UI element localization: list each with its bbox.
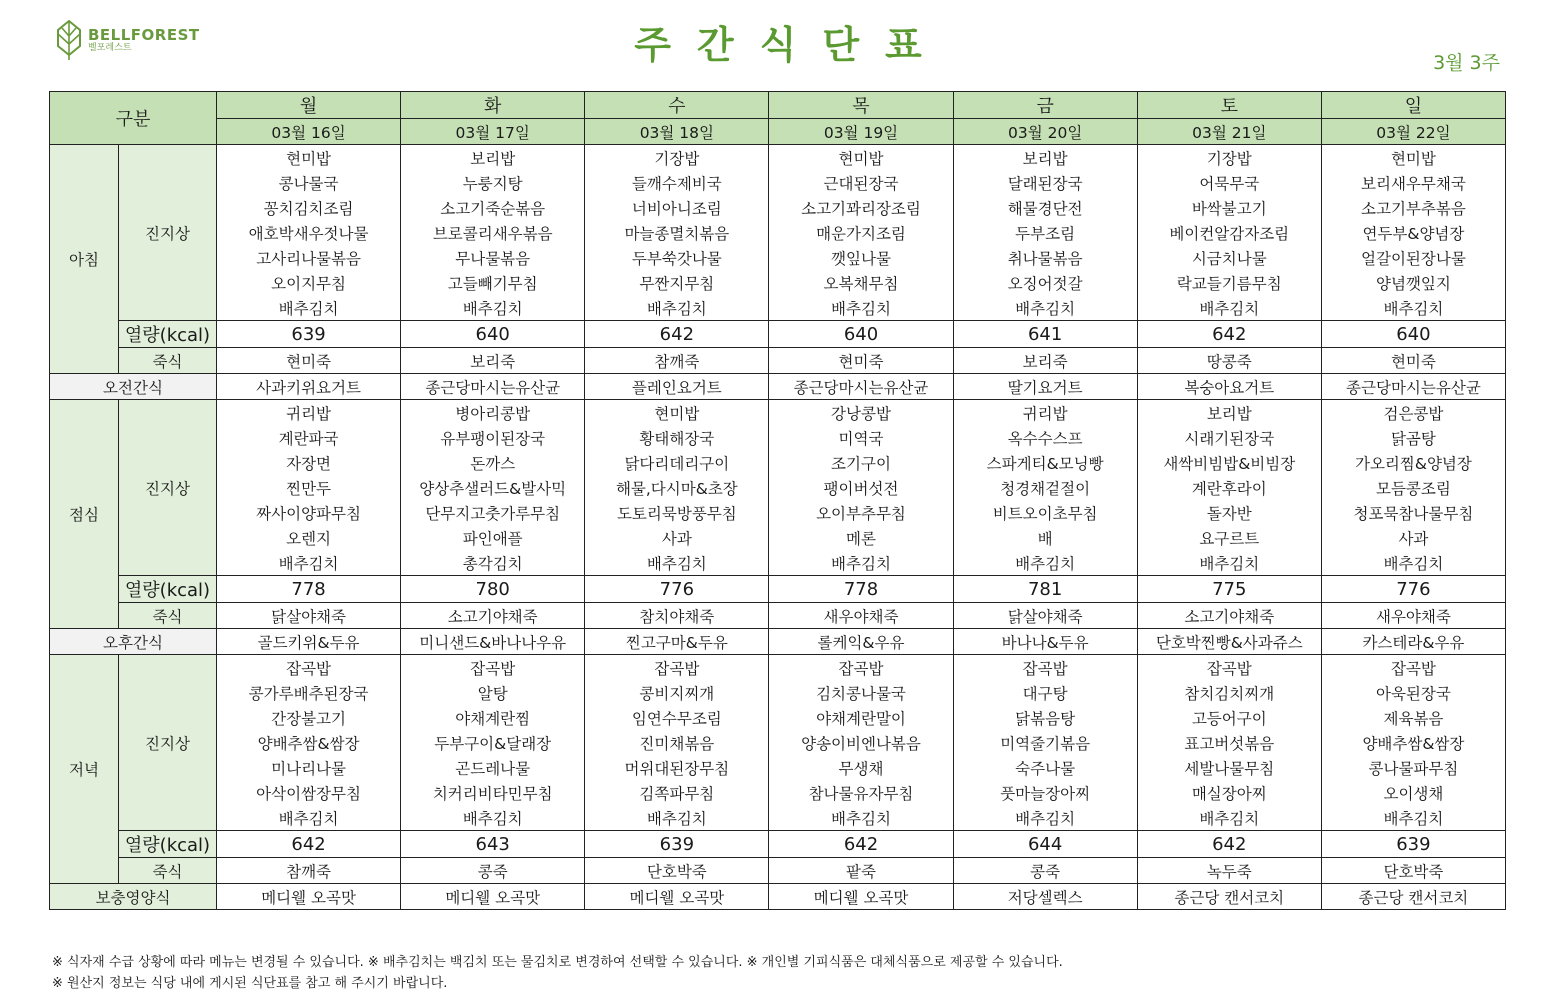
menu-item: 배추김치 (769, 805, 953, 831)
kcal-value: 639 (1321, 831, 1505, 858)
menu-item: 배추김치 (585, 550, 769, 576)
menu-item: 소고기꽈리장조림 (769, 195, 953, 220)
porridge-item: 현미죽 (769, 348, 953, 374)
menu-item: 닭볶음탕 (953, 705, 1137, 730)
menu-item: 팽이버섯전 (769, 475, 953, 500)
lunch-menu-row (50, 475, 1506, 500)
porridge-item: 현미죽 (1321, 348, 1505, 374)
am_snack-label: 오전간식 (50, 374, 217, 400)
menu-item: 배추김치 (585, 805, 769, 831)
porridge-item: 단호박죽 (1321, 858, 1505, 884)
menu-item: 머위대된장무침 (585, 755, 769, 780)
brand-name: BELLFOREST (88, 25, 200, 44)
menu-item: 콩나물국 (217, 170, 401, 195)
menu-item: 곤드레나물 (401, 755, 585, 780)
date-header: 03월 17일 (401, 119, 585, 145)
am_snack-item: 플레인요거트 (585, 374, 769, 400)
menu-item: 두부조림 (953, 220, 1137, 245)
supplement-row (50, 884, 1506, 910)
lunch-kcal-row (50, 576, 1506, 603)
breakfast-menu-row (50, 270, 1506, 295)
breakfast-menu-row (50, 145, 1506, 171)
brand-subname: 벨포레스트 (88, 42, 132, 53)
menu-item: 잡곡밥 (769, 655, 953, 681)
menu-item: 자장면 (217, 450, 401, 475)
menu-item: 제육볶음 (1321, 705, 1505, 730)
pm_snack-item: 단호박찐빵&사과쥬스 (1137, 629, 1321, 655)
menu-item: 청포묵참나물무침 (1321, 500, 1505, 525)
kcal-value: 640 (769, 321, 953, 348)
kcal-value: 639 (585, 831, 769, 858)
kcal-value: 642 (1137, 321, 1321, 348)
menu-item: 새싹비빔밥&비빔장 (1137, 450, 1321, 475)
menu-item: 배추김치 (953, 550, 1137, 576)
dinner-menu-row (50, 680, 1506, 705)
menu-item: 현미밥 (217, 145, 401, 171)
date-header: 03월 16일 (217, 119, 401, 145)
menu-item: 잡곡밥 (953, 655, 1137, 681)
menu-item: 병아리콩밥 (401, 400, 585, 426)
menu-item: 배추김치 (1137, 295, 1321, 321)
menu-item: 콩나물파무침 (1321, 755, 1505, 780)
porridge-item: 참치야채죽 (585, 603, 769, 629)
date-header: 03월 20일 (953, 119, 1137, 145)
menu-item: 해물경단전 (953, 195, 1137, 220)
menu-item: 오복채무침 (769, 270, 953, 295)
kcal-value: 640 (401, 321, 585, 348)
menu-item: 치커리비타민무침 (401, 780, 585, 805)
menu-item: 바싹불고기 (1137, 195, 1321, 220)
porridge-label: 죽식 (119, 603, 217, 629)
day-header: 금 (953, 92, 1137, 119)
menu-item: 양념깻잎지 (1321, 270, 1505, 295)
menu-item: 배추김치 (217, 550, 401, 576)
menu-item: 도토리묵방풍무침 (585, 500, 769, 525)
menu-item: 미나리나물 (217, 755, 401, 780)
menu-item: 요구르트 (1137, 525, 1321, 550)
weekly-menu-table (49, 91, 1506, 910)
menu-item: 김치콩나물국 (769, 680, 953, 705)
menu-item: 들깨수제비국 (585, 170, 769, 195)
menu-item: 강낭콩밥 (769, 400, 953, 426)
menu-item: 배추김치 (217, 805, 401, 831)
dinner-meal-label: 저녁 (50, 655, 119, 884)
kcal-label: 열량(kcal) (119, 321, 217, 348)
menu-item: 너비아니조림 (585, 195, 769, 220)
porridge-item: 콩죽 (953, 858, 1137, 884)
breakfast-main-label: 진지상 (119, 145, 217, 321)
supplement-item: 메디웰 오곡맛 (769, 884, 953, 910)
porridge-item: 닭살야채죽 (217, 603, 401, 629)
menu-item: 사과 (1321, 525, 1505, 550)
lunch-menu-row (50, 450, 1506, 475)
kcal-label: 열량(kcal) (119, 831, 217, 858)
menu-item: 스파게티&모닝빵 (953, 450, 1137, 475)
menu-item: 메론 (769, 525, 953, 550)
menu-item: 양배추쌈&쌈장 (1321, 730, 1505, 755)
menu-item: 보리밥 (1137, 400, 1321, 426)
kcal-value: 781 (953, 576, 1137, 603)
header-row-dates (50, 119, 1506, 145)
am_snack-row (50, 374, 1506, 400)
kcal-value: 642 (1137, 831, 1321, 858)
kcal-value: 641 (953, 321, 1137, 348)
menu-item: 배 (953, 525, 1137, 550)
breakfast-meal-label: 아침 (50, 145, 119, 374)
pm_snack-item: 미니샌드&바나나우유 (401, 629, 585, 655)
kcal-value: 639 (217, 321, 401, 348)
am_snack-item: 딸기요거트 (953, 374, 1137, 400)
date-header: 03월 19일 (769, 119, 953, 145)
dinner-main-label: 진지상 (119, 655, 217, 831)
menu-item: 배추김치 (1137, 805, 1321, 831)
menu-item: 보리밥 (953, 145, 1137, 171)
pm_snack-item: 바나나&두유 (953, 629, 1137, 655)
supplement-label: 보충영양식 (50, 884, 217, 910)
menu-item: 계란파국 (217, 425, 401, 450)
menu-item: 현미밥 (1321, 145, 1505, 171)
menu-item: 배추김치 (769, 295, 953, 321)
menu-item: 오이부추무침 (769, 500, 953, 525)
menu-item: 깻잎나물 (769, 245, 953, 270)
menu-item: 배추김치 (953, 805, 1137, 831)
menu-item: 현미밥 (585, 400, 769, 426)
week-label: 3월 3주 (1433, 52, 1500, 74)
kcal-value: 778 (217, 576, 401, 603)
kcal-label: 열량(kcal) (119, 576, 217, 603)
pm_snack-row (50, 629, 1506, 655)
supplement-item: 메디웰 오곡맛 (217, 884, 401, 910)
porridge-item: 새우야채죽 (1321, 603, 1505, 629)
menu-item: 누룽지탕 (401, 170, 585, 195)
menu-item: 알탕 (401, 680, 585, 705)
menu-item: 무생채 (769, 755, 953, 780)
menu-item: 잡곡밥 (217, 655, 401, 681)
menu-item: 해물,다시마&초장 (585, 475, 769, 500)
day-header: 화 (401, 92, 585, 119)
menu-item: 잡곡밥 (1137, 655, 1321, 681)
menu-item: 달래된장국 (953, 170, 1137, 195)
menu-item: 총각김치 (401, 550, 585, 576)
menu-item: 양배추쌈&쌈장 (217, 730, 401, 755)
lunch-menu-row (50, 500, 1506, 525)
menu-item: 무짠지무침 (585, 270, 769, 295)
footnotes (52, 952, 1063, 994)
menu-item: 기장밥 (585, 145, 769, 171)
breakfast-kcal-row (50, 321, 1506, 348)
supplement-item: 메디웰 오곡맛 (401, 884, 585, 910)
menu-item: 야채계란찜 (401, 705, 585, 730)
menu-item: 양상추샐러드&발사믹 (401, 475, 585, 500)
menu-item: 오징어젓갈 (953, 270, 1137, 295)
menu-item: 단무지고춧가루무침 (401, 500, 585, 525)
porridge-item: 새우야채죽 (769, 603, 953, 629)
menu-item: 가오리찜&양념장 (1321, 450, 1505, 475)
menu-item: 잡곡밥 (1321, 655, 1505, 681)
breakfast-menu-row (50, 195, 1506, 220)
pm_snack-item: 카스테라&우유 (1321, 629, 1505, 655)
menu-item: 계란후라이 (1137, 475, 1321, 500)
menu-item: 대구탕 (953, 680, 1137, 705)
dinner-porridge-row (50, 858, 1506, 884)
am_snack-item: 종근당마시는유산균 (401, 374, 585, 400)
dinner-menu-row (50, 780, 1506, 805)
menu-item: 배추김치 (401, 295, 585, 321)
day-header: 목 (769, 92, 953, 119)
menu-item: 고사리나물볶음 (217, 245, 401, 270)
menu-item: 배추김치 (585, 295, 769, 321)
lunch-menu-row (50, 550, 1506, 576)
menu-item: 임연수무조림 (585, 705, 769, 730)
kcal-value: 642 (585, 321, 769, 348)
supplement-item: 종근당 캔서코치 (1137, 884, 1321, 910)
menu-item: 간장불고기 (217, 705, 401, 730)
menu-item: 검은콩밥 (1321, 400, 1505, 426)
menu-item: 잡곡밥 (585, 655, 769, 681)
menu-item: 락교들기름무침 (1137, 270, 1321, 295)
menu-item: 무나물볶음 (401, 245, 585, 270)
menu-item: 기장밥 (1137, 145, 1321, 171)
supplement-item: 메디웰 오곡맛 (585, 884, 769, 910)
lunch-menu-row (50, 525, 1506, 550)
porridge-label: 죽식 (119, 348, 217, 374)
menu-item: 숙주나물 (953, 755, 1137, 780)
menu-item: 야채계란말이 (769, 705, 953, 730)
dinner-menu-row (50, 705, 1506, 730)
menu-item: 미역국 (769, 425, 953, 450)
menu-item: 아삭이쌈장무침 (217, 780, 401, 805)
menu-item: 배추김치 (1321, 805, 1505, 831)
menu-item: 애호박새우젓나물 (217, 220, 401, 245)
pm_snack-item: 골드키위&두유 (217, 629, 401, 655)
pm_snack-item: 롤케익&우유 (769, 629, 953, 655)
menu-item: 닭곰탕 (1321, 425, 1505, 450)
porridge-item: 땅콩죽 (1137, 348, 1321, 374)
menu-item: 배추김치 (769, 550, 953, 576)
menu-item: 조기구이 (769, 450, 953, 475)
dinner-menu-row (50, 655, 1506, 681)
menu-item: 유부팽이된장국 (401, 425, 585, 450)
footnote-1: ※ 식자재 수급 상황에 따라 메뉴는 변경될 수 있습니다. ※ 배추김치는 백김치 또는 물김치로 변경하여 선택할 수 있습니다. ※ 개인별 기피식품은 대체식품으로 제공할 수 있습니다. (52, 955, 1063, 970)
porridge-item: 참깨죽 (585, 348, 769, 374)
lunch-meal-label: 점심 (50, 400, 119, 629)
menu-item: 비트오이초무침 (953, 500, 1137, 525)
menu-item: 고등어구이 (1137, 705, 1321, 730)
porridge-item: 참깨죽 (217, 858, 401, 884)
menu-item: 매운가지조림 (769, 220, 953, 245)
menu-item: 콩비지찌개 (585, 680, 769, 705)
menu-item: 양송이비엔나볶음 (769, 730, 953, 755)
date-header: 03월 21일 (1137, 119, 1321, 145)
menu-item: 황태해장국 (585, 425, 769, 450)
menu-item: 오이지무침 (217, 270, 401, 295)
menu-item: 시금치나물 (1137, 245, 1321, 270)
dinner-menu-row (50, 730, 1506, 755)
day-header: 월 (217, 92, 401, 119)
porridge-item: 콩죽 (401, 858, 585, 884)
kcal-value: 643 (401, 831, 585, 858)
porridge-item: 현미죽 (217, 348, 401, 374)
dinner-kcal-row (50, 831, 1506, 858)
menu-item: 참치김치찌개 (1137, 680, 1321, 705)
porridge-item: 팥죽 (769, 858, 953, 884)
kcal-value: 644 (953, 831, 1137, 858)
lunch-menu-row (50, 400, 1506, 426)
menu-item: 진미채볶음 (585, 730, 769, 755)
breakfast-menu-row (50, 245, 1506, 270)
lunch-menu-row (50, 425, 1506, 450)
kcal-value: 776 (1321, 576, 1505, 603)
menu-item: 매실장아찌 (1137, 780, 1321, 805)
menu-item: 연두부&양념장 (1321, 220, 1505, 245)
menu-item: 소고기죽순볶음 (401, 195, 585, 220)
kcal-value: 780 (401, 576, 585, 603)
footnote-2: ※ 원산지 정보는 식당 내에 게시된 식단표를 참고 해 주시기 바랍니다. (52, 976, 448, 991)
porridge-item: 녹두죽 (1137, 858, 1321, 884)
menu-item: 짜사이양파무침 (217, 500, 401, 525)
page-title: 주간식단표 (634, 23, 948, 67)
breakfast-menu-row (50, 170, 1506, 195)
dinner-menu-row (50, 755, 1506, 780)
am_snack-item: 종근당마시는유산균 (769, 374, 953, 400)
menu-item: 사과 (585, 525, 769, 550)
lunch-main-label: 진지상 (119, 400, 217, 576)
menu-item: 꽁치김치조림 (217, 195, 401, 220)
porridge-item: 소고기야채죽 (401, 603, 585, 629)
date-header: 03월 22일 (1321, 119, 1505, 145)
category-header: 구분 (50, 92, 217, 145)
menu-item: 두부구이&달래장 (401, 730, 585, 755)
breakfast-menu-row (50, 220, 1506, 245)
menu-item: 어묵무국 (1137, 170, 1321, 195)
menu-item: 근대된장국 (769, 170, 953, 195)
pm_snack-item: 찐고구마&두유 (585, 629, 769, 655)
porridge-item: 보리죽 (953, 348, 1137, 374)
menu-item: 아욱된장국 (1321, 680, 1505, 705)
kcal-value: 778 (769, 576, 953, 603)
header-row-days (50, 92, 1506, 119)
menu-item: 콩가루배추된장국 (217, 680, 401, 705)
menu-item: 배추김치 (1137, 550, 1321, 576)
menu-item: 닭다리데리구이 (585, 450, 769, 475)
lunch-porridge-row (50, 603, 1506, 629)
menu-item: 청경채겉절이 (953, 475, 1137, 500)
kcal-value: 642 (217, 831, 401, 858)
breakfast-menu-row (50, 295, 1506, 321)
breakfast-porridge-row (50, 348, 1506, 374)
supplement-item: 종근당 캔서코치 (1321, 884, 1505, 910)
menu-item: 미역줄기볶음 (953, 730, 1137, 755)
porridge-label: 죽식 (119, 858, 217, 884)
menu-item: 모듬콩조림 (1321, 475, 1505, 500)
menu-item: 김쪽파무침 (585, 780, 769, 805)
menu-item: 귀리밥 (953, 400, 1137, 426)
menu-item: 고들빼기무침 (401, 270, 585, 295)
menu-item: 참나물유자무침 (769, 780, 953, 805)
supplement-item: 저당셀렉스 (953, 884, 1137, 910)
menu-item: 돈까스 (401, 450, 585, 475)
menu-item: 찐만두 (217, 475, 401, 500)
menu-item: 보리밥 (401, 145, 585, 171)
menu-item: 표고버섯볶음 (1137, 730, 1321, 755)
pm_snack-label: 오후간식 (50, 629, 217, 655)
menu-item: 현미밥 (769, 145, 953, 171)
menu-item: 돌자반 (1137, 500, 1321, 525)
menu-item: 얼갈이된장나물 (1321, 245, 1505, 270)
menu-item: 잡곡밥 (401, 655, 585, 681)
date-header: 03월 18일 (585, 119, 769, 145)
menu-item: 베이컨알감자조림 (1137, 220, 1321, 245)
kcal-value: 642 (769, 831, 953, 858)
day-header: 일 (1321, 92, 1505, 119)
menu-item: 풋마늘장아찌 (953, 780, 1137, 805)
menu-item: 옥수수스프 (953, 425, 1137, 450)
day-header: 수 (585, 92, 769, 119)
menu-item: 브로콜리새우볶음 (401, 220, 585, 245)
am_snack-item: 사과키위요거트 (217, 374, 401, 400)
menu-item: 세발나물무침 (1137, 755, 1321, 780)
menu-item: 두부쑥갓나물 (585, 245, 769, 270)
menu-item: 배추김치 (1321, 295, 1505, 321)
kcal-value: 640 (1321, 321, 1505, 348)
menu-item: 배추김치 (401, 805, 585, 831)
menu-item: 마늘종멸치볶음 (585, 220, 769, 245)
menu-item: 취나물볶음 (953, 245, 1137, 270)
day-header: 토 (1137, 92, 1321, 119)
menu-item: 오이생채 (1321, 780, 1505, 805)
am_snack-item: 종근당마시는유산균 (1321, 374, 1505, 400)
menu-item: 배추김치 (217, 295, 401, 321)
am_snack-item: 복숭아요거트 (1137, 374, 1321, 400)
dinner-menu-row (50, 805, 1506, 831)
kcal-value: 775 (1137, 576, 1321, 603)
menu-item: 보리새우무채국 (1321, 170, 1505, 195)
menu-item: 파인애플 (401, 525, 585, 550)
porridge-item: 닭살야채죽 (953, 603, 1137, 629)
porridge-item: 단호박죽 (585, 858, 769, 884)
kcal-value: 776 (585, 576, 769, 603)
menu-item: 배추김치 (953, 295, 1137, 321)
porridge-item: 소고기야채죽 (1137, 603, 1321, 629)
menu-item: 귀리밥 (217, 400, 401, 426)
menu-item: 소고기부추볶음 (1321, 195, 1505, 220)
porridge-item: 보리죽 (401, 348, 585, 374)
menu-item: 오렌지 (217, 525, 401, 550)
menu-item: 시래기된장국 (1137, 425, 1321, 450)
menu-item: 배추김치 (1321, 550, 1505, 576)
